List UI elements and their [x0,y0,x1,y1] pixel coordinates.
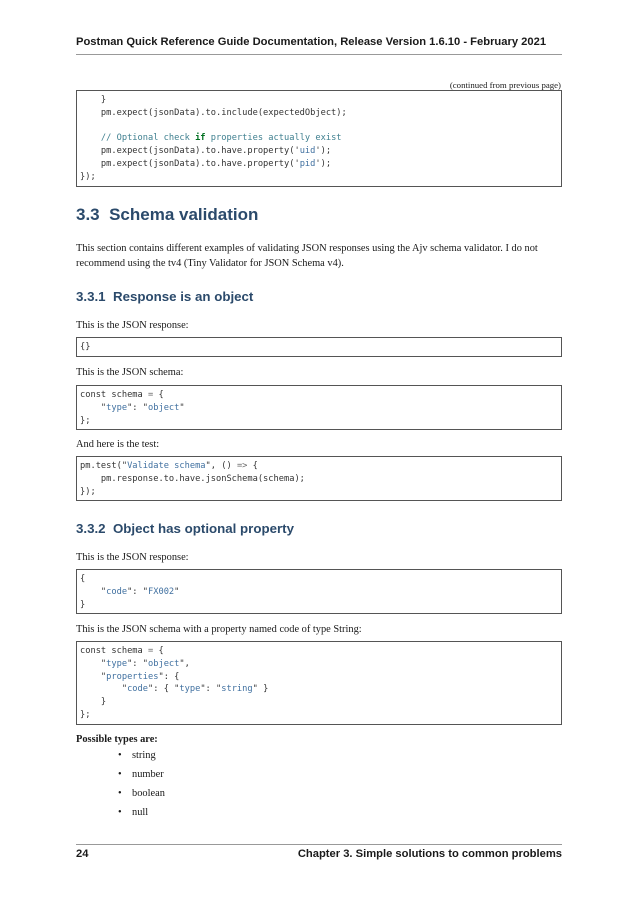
list-item: • null [118,807,149,818]
continued-note: (continued from previous page) [449,80,561,90]
code-line: "properties": { [80,671,180,682]
paragraph-test: And here is the test: [76,439,160,450]
code-line: pm.expect(jsonData).to.include(expectedObject); [80,107,347,118]
code-block-test [76,456,562,501]
subsection-heading-1 [76,289,253,304]
footer-rule [76,844,562,845]
chapter-title: Chapter 3. Simple solutions to common problems [297,848,562,860]
list-item: • string [118,750,156,761]
code-line: } [80,95,107,105]
code-block-continued [76,90,562,187]
subsection-title: Object has optional property [112,521,294,536]
paragraph-json-schema: This is the JSON schema: [76,367,184,378]
code-line: "type": "object", [80,658,190,669]
code-line: } [80,599,86,610]
subsection-heading-2 [76,521,294,536]
code-line: } [80,697,107,708]
code-line: pm.response.to.have.jsonSchema(schema); [80,473,305,484]
paragraph-json-response-2: This is the JSON response: [76,552,189,563]
code-line: }); [80,486,96,497]
code-line: const schema = { [80,390,164,400]
types-heading: Possible types are: [76,734,158,745]
code-line: const schema = { [80,646,164,656]
page-number: 24 [76,848,89,860]
list-item: • number [118,769,164,780]
code-line: pm.expect(jsonData).to.have.property('uid'); [80,146,332,157]
section-title: Schema validation [109,205,259,224]
section-number: 3.3 [76,205,100,224]
section-heading [76,205,258,225]
code-line: "code": { "type": "string" } [80,684,269,695]
subsection-number: 3.3.1 [76,289,106,304]
paragraph-json-response: This is the JSON response: [76,320,189,331]
code-line: "type": "object" [80,402,185,413]
code-line [80,120,561,133]
code-line: pm.test("Validate schema", () => { [80,461,258,471]
code-line: "code": "FX002" [80,586,180,597]
code-line: pm.expect(jsonData).to.have.property('pid'); [80,158,332,169]
code-line: {} [80,342,91,352]
subsection-title: Response is an object [112,289,254,304]
code-line: { [80,574,86,584]
code-block-response [76,337,562,357]
paragraph-json-schema-2: This is the JSON schema with a property named code of type String: [76,624,362,635]
code-block-schema [76,385,562,430]
section-intro: This section contains different examples of validating JSON responses using the Ajv schema validator. I do not recommend using the tv4 (Tiny Validator for JSON Schema v4). [76,243,538,269]
code-block-schema-2 [76,641,562,725]
header-rule [76,54,562,55]
code-block-response-2 [76,569,562,614]
code-line: }); [80,171,96,182]
subsection-number: 3.3.2 [76,521,106,536]
list-item: • boolean [118,788,165,799]
page-header-title: Postman Quick Reference Guide Documentation, Release Version 1.6.10 - February 2021 [76,36,547,48]
code-line: }; [80,415,91,426]
code-line: }; [80,709,91,720]
code-line: // Optional check if properties actually exist [100,133,342,144]
